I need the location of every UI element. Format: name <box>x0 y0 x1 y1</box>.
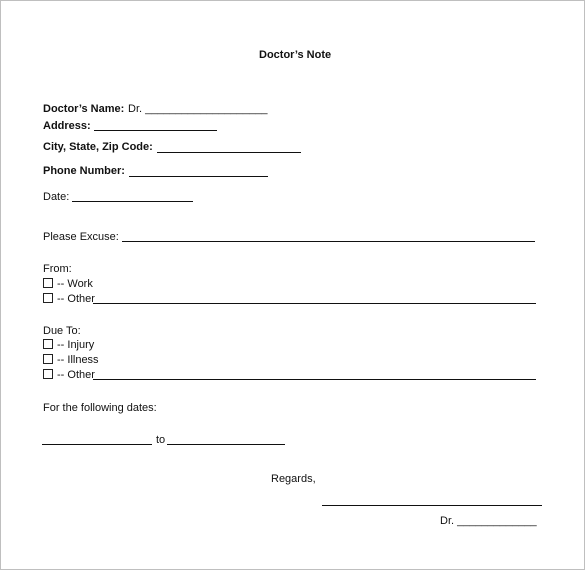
from-option-work[interactable]: -- Work <box>43 278 93 291</box>
doctor-name-field[interactable]: Dr. ____________________ <box>128 103 268 115</box>
city-state-zip-field[interactable] <box>157 152 301 153</box>
date-field[interactable] <box>72 201 193 202</box>
from-other-field[interactable] <box>93 303 536 304</box>
signature-field[interactable] <box>322 505 542 506</box>
address-field[interactable] <box>94 130 217 131</box>
checkbox-icon[interactable] <box>43 354 53 364</box>
please-excuse-field[interactable] <box>122 241 535 242</box>
due-option-other[interactable]: -- Other <box>43 369 95 382</box>
checkbox-icon[interactable] <box>43 339 53 349</box>
to-label: to <box>156 434 166 446</box>
date-label: Date: <box>43 191 70 203</box>
following-dates-label: For the following dates: <box>43 402 157 414</box>
city-state-zip-label: City, State, Zip Code: <box>43 141 153 153</box>
start-date-field[interactable] <box>42 444 152 445</box>
checkbox-icon[interactable] <box>43 293 53 303</box>
from-option-other[interactable]: -- Other <box>43 293 95 306</box>
address-label: Address: <box>43 120 91 132</box>
checkbox-icon[interactable] <box>43 369 53 379</box>
due-option-illness[interactable]: -- Illness <box>43 354 99 367</box>
from-label: From: <box>43 263 72 275</box>
phone-number-label: Phone Number: <box>43 165 125 177</box>
please-excuse-label: Please Excuse: <box>43 231 119 243</box>
regards-label: Regards, <box>271 473 316 485</box>
doctor-name-label: Doctor’s Name: <box>43 103 125 115</box>
doctor-signature-name[interactable]: Dr. _____________ <box>440 515 537 527</box>
due-option-injury[interactable]: -- Injury <box>43 339 94 352</box>
due-to-label: Due To: <box>43 325 81 337</box>
due-other-field[interactable] <box>93 379 536 380</box>
end-date-field[interactable] <box>167 444 285 445</box>
checkbox-icon[interactable] <box>43 278 53 288</box>
document-title: Doctor’s Note <box>259 49 332 61</box>
phone-number-field[interactable] <box>129 176 268 177</box>
